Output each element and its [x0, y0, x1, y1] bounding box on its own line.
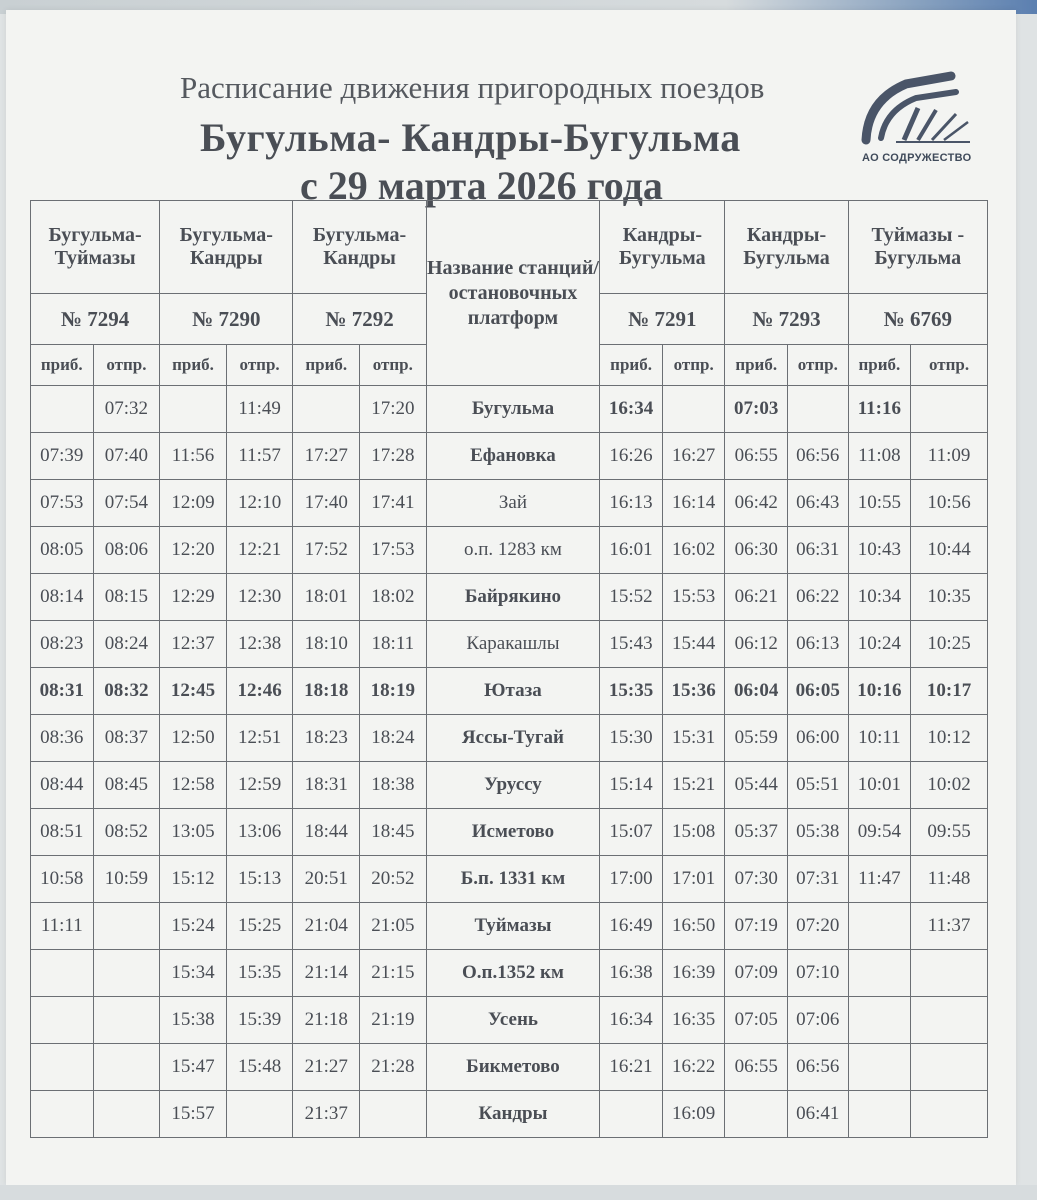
route-name-7291: Кандры-Бугульма: [600, 201, 725, 294]
arrival-time-cell: [31, 1091, 94, 1138]
arrival-time-cell: 07:05: [725, 997, 788, 1044]
station-name-cell: Бикметово: [426, 1044, 600, 1091]
departure-time-cell: 18:38: [360, 762, 427, 809]
departure-time-cell: 05:38: [788, 809, 849, 856]
arrival-time-cell: 16:13: [600, 480, 663, 527]
departure-time-cell: [93, 1044, 160, 1091]
departure-time-cell: 06:41: [788, 1091, 849, 1138]
arrival-time-cell: 15:14: [600, 762, 663, 809]
departure-time-cell: 15:48: [226, 1044, 293, 1091]
train-number-7291: № 7291: [600, 294, 725, 345]
arrival-time-cell: 11:56: [160, 433, 227, 480]
departure-time-cell: 07:40: [93, 433, 160, 480]
table-row: [31, 856, 988, 903]
arrival-time-cell: 07:39: [31, 433, 94, 480]
departure-time-cell: 12:38: [226, 621, 293, 668]
arrival-time-cell: 10:58: [31, 856, 94, 903]
departure-time-cell: [911, 386, 988, 433]
departure-label: отпр.: [662, 345, 725, 386]
departure-time-cell: 11:09: [911, 433, 988, 480]
departure-time-cell: 07:10: [788, 950, 849, 997]
departure-time-cell: 08:37: [93, 715, 160, 762]
arrival-time-cell: 05:37: [725, 809, 788, 856]
table-row: [31, 668, 988, 715]
departure-time-cell: 10:59: [93, 856, 160, 903]
departure-time-cell: [226, 1091, 293, 1138]
arrival-label: приб.: [848, 345, 911, 386]
arrival-time-cell: 16:34: [600, 386, 663, 433]
table-row: [31, 621, 988, 668]
arrival-time-cell: 06:30: [725, 527, 788, 574]
departure-time-cell: 10:02: [911, 762, 988, 809]
station-name-cell: Байрякино: [426, 574, 600, 621]
departure-time-cell: 15:44: [662, 621, 725, 668]
arrival-time-cell: 15:30: [600, 715, 663, 762]
arrival-time-cell: 18:44: [293, 809, 360, 856]
departure-time-cell: 08:52: [93, 809, 160, 856]
departure-time-cell: 12:21: [226, 527, 293, 574]
departure-time-cell: 18:24: [360, 715, 427, 762]
departure-time-cell: 17:53: [360, 527, 427, 574]
departure-time-cell: 08:06: [93, 527, 160, 574]
arrival-time-cell: 21:18: [293, 997, 360, 1044]
departure-time-cell: 06:43: [788, 480, 849, 527]
arrival-time-cell: 11:08: [848, 433, 911, 480]
train-number-7292: № 7292: [293, 294, 426, 345]
station-name-cell: О.п.1352 км: [426, 950, 600, 997]
arrival-time-cell: 15:43: [600, 621, 663, 668]
departure-time-cell: 20:52: [360, 856, 427, 903]
arrival-time-cell: 10:24: [848, 621, 911, 668]
heading-subtitle: Расписание движения пригородных поездов: [180, 70, 765, 105]
arrival-time-cell: 08:44: [31, 762, 94, 809]
table-row: [31, 1091, 988, 1138]
arrival-time-cell: 07:03: [725, 386, 788, 433]
train-schedule-table: [30, 200, 988, 1138]
departure-time-cell: 15:39: [226, 997, 293, 1044]
arrival-time-cell: 21:27: [293, 1044, 360, 1091]
departure-time-cell: 17:41: [360, 480, 427, 527]
table-row: [31, 715, 988, 762]
photo-bottom-edge: [0, 1185, 1037, 1200]
departure-time-cell: 21:28: [360, 1044, 427, 1091]
station-name-cell: Кандры: [426, 1091, 600, 1138]
train-number-6769: № 6769: [848, 294, 987, 345]
arrival-time-cell: 12:09: [160, 480, 227, 527]
departure-time-cell: 10:56: [911, 480, 988, 527]
arrival-time-cell: 18:01: [293, 574, 360, 621]
arrival-time-cell: [848, 903, 911, 950]
arrival-time-cell: [848, 950, 911, 997]
arrival-label: приб.: [293, 345, 360, 386]
arrival-time-cell: [600, 1091, 663, 1138]
departure-time-cell: [93, 950, 160, 997]
arrival-time-cell: 21:37: [293, 1091, 360, 1138]
table-row: [31, 480, 988, 527]
arrival-time-cell: 21:14: [293, 950, 360, 997]
departure-time-cell: 13:06: [226, 809, 293, 856]
departure-time-cell: 16:14: [662, 480, 725, 527]
arrival-time-cell: 18:31: [293, 762, 360, 809]
departure-time-cell: 12:30: [226, 574, 293, 621]
departure-time-cell: [360, 1091, 427, 1138]
departure-time-cell: 07:31: [788, 856, 849, 903]
arrival-time-cell: 11:16: [848, 386, 911, 433]
departure-time-cell: [911, 997, 988, 1044]
train-number-7294: № 7294: [31, 294, 160, 345]
departure-time-cell: [93, 1091, 160, 1138]
arrival-time-cell: [848, 1091, 911, 1138]
arrival-time-cell: 06:42: [725, 480, 788, 527]
departure-time-cell: 16:22: [662, 1044, 725, 1091]
arrival-time-cell: 08:14: [31, 574, 94, 621]
departure-time-cell: 08:32: [93, 668, 160, 715]
heading-date: с 29 марта 2026 года: [300, 163, 663, 208]
departure-time-cell: 15:25: [226, 903, 293, 950]
departure-time-cell: 11:37: [911, 903, 988, 950]
departure-time-cell: 17:20: [360, 386, 427, 433]
logo-company-name: АО СОДРУЖЕСТВО: [862, 152, 972, 164]
station-name-cell: Исметово: [426, 809, 600, 856]
schedule-body: [31, 386, 988, 1138]
arrival-time-cell: 10:16: [848, 668, 911, 715]
arrival-label: приб.: [31, 345, 94, 386]
station-column-header: Название станций/ остановочных платформ: [426, 201, 600, 386]
table-row: [31, 762, 988, 809]
route-header-row: [31, 201, 988, 294]
table-row: [31, 903, 988, 950]
station-name-cell: Усень: [426, 997, 600, 1044]
arrival-time-cell: 06:21: [725, 574, 788, 621]
arrival-time-cell: 15:24: [160, 903, 227, 950]
departure-time-cell: 18:02: [360, 574, 427, 621]
station-name-cell: Яссы-Тугай: [426, 715, 600, 762]
departure-time-cell: 08:15: [93, 574, 160, 621]
departure-time-cell: 16:50: [662, 903, 725, 950]
departure-time-cell: [911, 950, 988, 997]
arrival-time-cell: 16:34: [600, 997, 663, 1044]
arrival-time-cell: 15:35: [600, 668, 663, 715]
departure-time-cell: 06:56: [788, 433, 849, 480]
departure-label: отпр.: [788, 345, 849, 386]
departure-time-cell: 15:21: [662, 762, 725, 809]
arrival-time-cell: 15:52: [600, 574, 663, 621]
departure-time-cell: 15:36: [662, 668, 725, 715]
station-name-cell: Зай: [426, 480, 600, 527]
departure-time-cell: 12:10: [226, 480, 293, 527]
arrival-time-cell: 06:55: [725, 1044, 788, 1091]
departure-time-cell: 15:13: [226, 856, 293, 903]
arrival-time-cell: 06:12: [725, 621, 788, 668]
arrival-time-cell: 18:10: [293, 621, 360, 668]
departure-time-cell: 12:46: [226, 668, 293, 715]
arrival-time-cell: 13:05: [160, 809, 227, 856]
departure-time-cell: 09:55: [911, 809, 988, 856]
arrival-time-cell: 06:55: [725, 433, 788, 480]
departure-time-cell: [93, 997, 160, 1044]
arrival-time-cell: 07:09: [725, 950, 788, 997]
arrival-time-cell: 15:07: [600, 809, 663, 856]
arrival-time-cell: 05:59: [725, 715, 788, 762]
departure-time-cell: 18:11: [360, 621, 427, 668]
departure-time-cell: 07:54: [93, 480, 160, 527]
departure-time-cell: 16:09: [662, 1091, 725, 1138]
departure-time-cell: 05:51: [788, 762, 849, 809]
arrival-time-cell: 10:43: [848, 527, 911, 574]
departure-time-cell: 06:22: [788, 574, 849, 621]
departure-time-cell: 08:24: [93, 621, 160, 668]
arrival-time-cell: 18:23: [293, 715, 360, 762]
arrival-time-cell: 11:11: [31, 903, 94, 950]
route-name-6769: Туймазы - Бугульма: [848, 201, 987, 294]
arrival-time-cell: 08:23: [31, 621, 94, 668]
arrival-time-cell: 07:19: [725, 903, 788, 950]
arrival-time-cell: 21:04: [293, 903, 360, 950]
departure-time-cell: 16:35: [662, 997, 725, 1044]
arrival-time-cell: 10:55: [848, 480, 911, 527]
arrival-time-cell: 16:01: [600, 527, 663, 574]
arrival-time-cell: 06:04: [725, 668, 788, 715]
departure-time-cell: 10:44: [911, 527, 988, 574]
departure-time-cell: 18:19: [360, 668, 427, 715]
arrival-time-cell: [160, 386, 227, 433]
arrival-time-cell: 05:44: [725, 762, 788, 809]
station-name-cell: Бугульма: [426, 386, 600, 433]
arrival-time-cell: 08:36: [31, 715, 94, 762]
route-name-7293: Кандры-Бугульма: [725, 201, 848, 294]
arrival-label: приб.: [160, 345, 227, 386]
arrival-time-cell: [293, 386, 360, 433]
arrival-time-cell: 20:51: [293, 856, 360, 903]
arrival-label: приб.: [725, 345, 788, 386]
arrival-time-cell: [31, 1044, 94, 1091]
arrival-time-cell: 16:49: [600, 903, 663, 950]
departure-label: отпр.: [360, 345, 427, 386]
arrival-time-cell: 15:47: [160, 1044, 227, 1091]
departure-time-cell: 10:35: [911, 574, 988, 621]
departure-time-cell: 11:49: [226, 386, 293, 433]
arrival-time-cell: 12:58: [160, 762, 227, 809]
arrival-time-cell: [31, 997, 94, 1044]
station-name-cell: о.п. 1283 км: [426, 527, 600, 574]
arrival-time-cell: 16:38: [600, 950, 663, 997]
arrival-time-cell: 15:34: [160, 950, 227, 997]
departure-time-cell: 12:59: [226, 762, 293, 809]
departure-time-cell: 21:15: [360, 950, 427, 997]
departure-time-cell: 15:08: [662, 809, 725, 856]
departure-time-cell: 17:28: [360, 433, 427, 480]
table-row: [31, 527, 988, 574]
station-name-cell: Б.п. 1331 км: [426, 856, 600, 903]
arrival-time-cell: 15:57: [160, 1091, 227, 1138]
arrival-time-cell: 10:11: [848, 715, 911, 762]
station-name-cell: Ефановка: [426, 433, 600, 480]
train-number-7293: № 7293: [725, 294, 848, 345]
arrival-time-cell: [848, 997, 911, 1044]
arrival-time-cell: 15:38: [160, 997, 227, 1044]
arrival-time-cell: [848, 1044, 911, 1091]
arrival-time-cell: 12:50: [160, 715, 227, 762]
arrival-label: приб.: [600, 345, 663, 386]
departure-time-cell: 21:19: [360, 997, 427, 1044]
departure-time-cell: 10:17: [911, 668, 988, 715]
departure-time-cell: 15:53: [662, 574, 725, 621]
table-row: [31, 950, 988, 997]
arrival-time-cell: 17:52: [293, 527, 360, 574]
departure-time-cell: 07:32: [93, 386, 160, 433]
departure-time-cell: 11:48: [911, 856, 988, 903]
station-name-cell: Каракашлы: [426, 621, 600, 668]
arrival-time-cell: 18:18: [293, 668, 360, 715]
departure-time-cell: 16:02: [662, 527, 725, 574]
station-name-cell: Туймазы: [426, 903, 600, 950]
heading-route-title: Бугульма- Кандры-Бугульма: [200, 115, 741, 160]
departure-time-cell: 06:56: [788, 1044, 849, 1091]
departure-time-cell: [788, 386, 849, 433]
arrival-time-cell: 08:31: [31, 668, 94, 715]
departure-time-cell: 17:01: [662, 856, 725, 903]
route-name-7294: Бугульма-Туймазы: [31, 201, 160, 294]
station-name-cell: Ютаза: [426, 668, 600, 715]
station-name-cell: Уруссу: [426, 762, 600, 809]
route-name-7292: Бугульма-Кандры: [293, 201, 426, 294]
table-row: [31, 433, 988, 480]
table-row: [31, 1044, 988, 1091]
arrival-time-cell: 17:27: [293, 433, 360, 480]
arrival-time-cell: 12:29: [160, 574, 227, 621]
arrival-time-cell: 11:47: [848, 856, 911, 903]
departure-time-cell: 08:45: [93, 762, 160, 809]
table-row: [31, 386, 988, 433]
arrival-time-cell: 15:12: [160, 856, 227, 903]
arrival-time-cell: 08:51: [31, 809, 94, 856]
departure-time-cell: 06:13: [788, 621, 849, 668]
departure-time-cell: 16:27: [662, 433, 725, 480]
departure-time-cell: 16:39: [662, 950, 725, 997]
arrival-time-cell: 08:05: [31, 527, 94, 574]
departure-time-cell: [662, 386, 725, 433]
arrival-time-cell: 09:54: [848, 809, 911, 856]
departure-label: отпр.: [226, 345, 293, 386]
table-row: [31, 997, 988, 1044]
arrival-time-cell: 12:20: [160, 527, 227, 574]
arrival-time-cell: 10:34: [848, 574, 911, 621]
route-name-7290: Бугульма-Кандры: [160, 201, 293, 294]
arrival-time-cell: 07:53: [31, 480, 94, 527]
arrival-time-cell: 17:40: [293, 480, 360, 527]
train-number-7290: № 7290: [160, 294, 293, 345]
departure-time-cell: 07:20: [788, 903, 849, 950]
departure-time-cell: 11:57: [226, 433, 293, 480]
arrival-time-cell: 07:30: [725, 856, 788, 903]
arrival-time-cell: 12:37: [160, 621, 227, 668]
departure-time-cell: 12:51: [226, 715, 293, 762]
departure-time-cell: 18:45: [360, 809, 427, 856]
table-row: [31, 809, 988, 856]
arrival-time-cell: 12:45: [160, 668, 227, 715]
arrival-time-cell: [31, 950, 94, 997]
departure-time-cell: [911, 1091, 988, 1138]
departure-time-cell: 07:06: [788, 997, 849, 1044]
arrival-time-cell: 16:21: [600, 1044, 663, 1091]
table-row: [31, 574, 988, 621]
arrival-time-cell: 17:00: [600, 856, 663, 903]
departure-time-cell: 06:05: [788, 668, 849, 715]
arrival-time-cell: 10:01: [848, 762, 911, 809]
departure-time-cell: 10:12: [911, 715, 988, 762]
departure-time-cell: 06:31: [788, 527, 849, 574]
departure-time-cell: 10:25: [911, 621, 988, 668]
departure-time-cell: 15:35: [226, 950, 293, 997]
departure-time-cell: [93, 903, 160, 950]
departure-label: отпр.: [93, 345, 160, 386]
departure-time-cell: 06:00: [788, 715, 849, 762]
arrival-time-cell: 16:26: [600, 433, 663, 480]
departure-time-cell: 21:05: [360, 903, 427, 950]
arrival-time-cell: [725, 1091, 788, 1138]
departure-time-cell: [911, 1044, 988, 1091]
arrival-time-cell: [31, 386, 94, 433]
departure-label: отпр.: [911, 345, 988, 386]
departure-time-cell: 15:31: [662, 715, 725, 762]
